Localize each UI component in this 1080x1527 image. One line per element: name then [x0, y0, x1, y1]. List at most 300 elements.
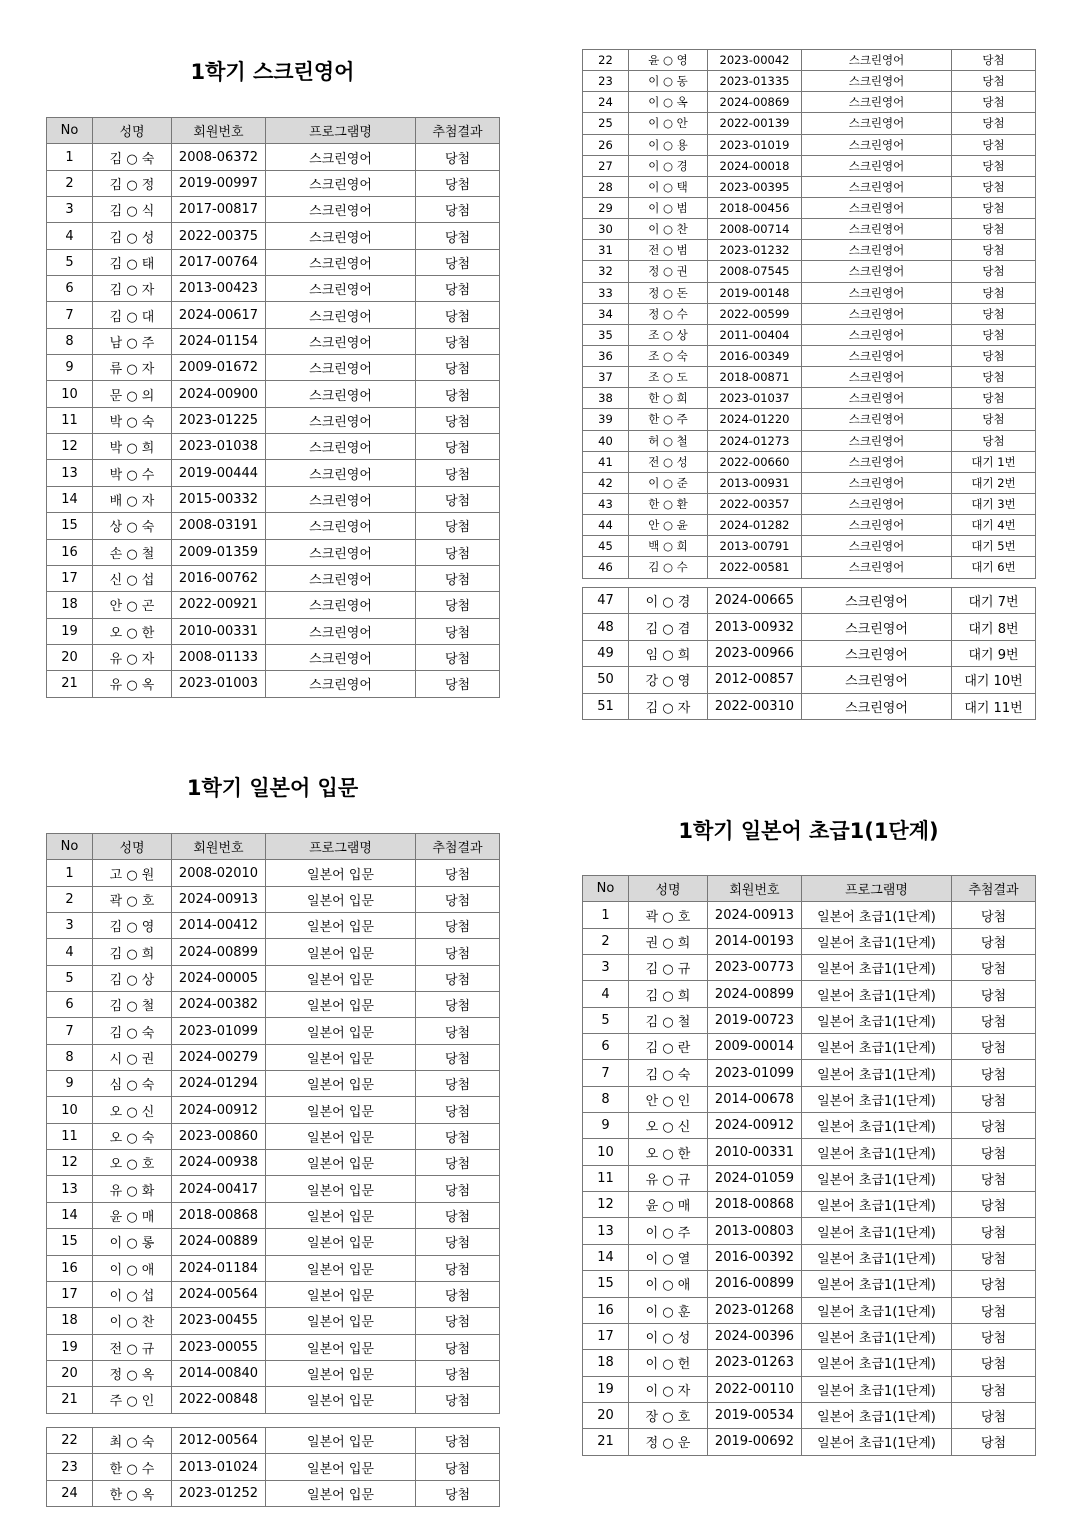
cell-result: 당첨 — [416, 886, 500, 912]
cell-result: 당첨 — [416, 965, 500, 991]
table-row — [583, 667, 1036, 693]
cell-no: 16 — [583, 1297, 629, 1323]
table-row — [47, 1071, 500, 1097]
table-row — [47, 965, 500, 991]
cell-member-id: 2008-01133 — [172, 644, 266, 670]
table-row — [47, 1255, 500, 1281]
cell-result: 당첨 — [416, 1071, 500, 1097]
cell-no: 34 — [583, 303, 629, 324]
table-row — [583, 1007, 1036, 1033]
cell-no: 1 — [583, 902, 629, 928]
cell-member-id: 2024-01282 — [708, 515, 802, 536]
table-row — [47, 1018, 500, 1044]
table-row — [47, 618, 500, 644]
cell-member-id: 2024-01184 — [172, 1255, 266, 1281]
cell-program: 일본어 초급1(1단계) — [802, 1402, 952, 1428]
cell-member-id: 2022-00848 — [172, 1387, 266, 1413]
cell-member-id: 2023-00773 — [708, 955, 802, 981]
cell-program: 스크린영어 — [266, 328, 416, 354]
cell-member-id: 2023-01037 — [708, 388, 802, 409]
cell-result: 당첨 — [416, 486, 500, 512]
cell-member-id: 2009-01359 — [172, 539, 266, 565]
cell-name: 한 ○ 주 — [629, 409, 708, 430]
table-row — [583, 1376, 1036, 1402]
cell-result: 당첨 — [416, 992, 500, 1018]
cell-name: 오 ○ 신 — [629, 1113, 708, 1139]
cell-program: 스크린영어 — [802, 430, 952, 451]
table-row — [583, 1034, 1036, 1060]
cell-name: 임 ○ 희 — [629, 640, 708, 666]
table-row — [583, 451, 1036, 472]
table-row — [47, 1334, 500, 1360]
cell-name: 이 ○ 열 — [629, 1244, 708, 1270]
table-row — [583, 472, 1036, 493]
cell-no: 19 — [47, 618, 93, 644]
cell-result: 당첨 — [952, 113, 1036, 134]
cell-member-id: 2023-01003 — [172, 671, 266, 697]
cell-name: 이 ○ 찬 — [629, 219, 708, 240]
cell-program: 스크린영어 — [802, 92, 952, 113]
cell-name: 정 ○ 수 — [629, 303, 708, 324]
cell-no: 43 — [583, 493, 629, 514]
cell-member-id: 2016-00349 — [708, 345, 802, 366]
cell-no: 25 — [583, 113, 629, 134]
table-row — [47, 223, 500, 249]
cell-name: 김 ○ 철 — [629, 1007, 708, 1033]
cell-name: 이 ○ 경 — [629, 588, 708, 614]
table-row — [583, 1323, 1036, 1349]
cell-no: 2 — [47, 886, 93, 912]
cell-program: 스크린영어 — [802, 536, 952, 557]
cell-result: 당첨 — [416, 1255, 500, 1281]
cell-member-id: 2018-00868 — [708, 1192, 802, 1218]
english-title: 1학기 스크린영어 — [190, 60, 355, 84]
cell-result: 대기 2번 — [952, 472, 1036, 493]
column-header: 프로그램명 — [266, 834, 416, 860]
cell-program: 스크린영어 — [802, 176, 952, 197]
cell-member-id: 2014-00193 — [708, 928, 802, 954]
cell-program: 일본어 초급1(1단계) — [802, 981, 952, 1007]
cell-result: 당첨 — [952, 176, 1036, 197]
cell-name: 이 ○ 동 — [629, 71, 708, 92]
cell-result: 당첨 — [416, 592, 500, 618]
cell-no: 20 — [583, 1402, 629, 1428]
cell-program: 스크린영어 — [802, 134, 952, 155]
cell-member-id: 2013-00791 — [708, 536, 802, 557]
japanese-intro-title: 1학기 일본어 입문 — [186, 776, 359, 800]
cell-name: 김 ○ 정 — [93, 170, 172, 196]
cell-name: 장 ○ 호 — [629, 1402, 708, 1428]
cell-name: 정 ○ 옥 — [93, 1360, 172, 1386]
cell-no: 15 — [47, 513, 93, 539]
cell-no: 4 — [47, 939, 93, 965]
cell-member-id: 2018-00871 — [708, 367, 802, 388]
cell-member-id: 2023-01232 — [708, 240, 802, 261]
table-row — [47, 644, 500, 670]
column-header: 프로그램명 — [266, 118, 416, 144]
cell-no: 38 — [583, 388, 629, 409]
cell-result: 당첨 — [416, 939, 500, 965]
cell-member-id: 2014-00678 — [708, 1086, 802, 1112]
cell-result: 당첨 — [416, 1387, 500, 1413]
cell-name: 심 ○ 숙 — [93, 1071, 172, 1097]
cell-member-id: 2009-01672 — [172, 355, 266, 381]
cell-no: 3 — [47, 913, 93, 939]
cell-name: 박 ○ 숙 — [93, 407, 172, 433]
cell-name: 이 ○ 용 — [629, 134, 708, 155]
japanese-beginner-title: 1학기 일본어 초급1(1단계) — [678, 819, 939, 843]
cell-result: 당첨 — [416, 1360, 500, 1386]
cell-program: 스크린영어 — [802, 588, 952, 614]
cell-result: 당첨 — [952, 1350, 1036, 1376]
cell-no: 22 — [583, 50, 629, 71]
cell-result: 당첨 — [416, 1281, 500, 1307]
cell-result: 당첨 — [952, 1007, 1036, 1033]
cell-member-id: 2024-00889 — [172, 1229, 266, 1255]
table-row — [47, 539, 500, 565]
table-row — [583, 176, 1036, 197]
cell-no: 24 — [47, 1480, 93, 1506]
cell-no: 33 — [583, 282, 629, 303]
table-row — [47, 1123, 500, 1149]
cell-member-id: 2008-02010 — [172, 860, 266, 886]
cell-program: 스크린영어 — [266, 276, 416, 302]
cell-no: 51 — [583, 693, 629, 719]
cell-program: 일본어 입문 — [266, 1360, 416, 1386]
cell-no: 37 — [583, 367, 629, 388]
cell-name: 이 ○ 섭 — [93, 1281, 172, 1307]
cell-member-id: 2024-00417 — [172, 1176, 266, 1202]
cell-result: 당첨 — [416, 434, 500, 460]
cell-member-id: 2019-00444 — [172, 460, 266, 486]
cell-result: 당첨 — [416, 1044, 500, 1070]
table-row — [47, 886, 500, 912]
cell-no: 18 — [47, 1308, 93, 1334]
cell-member-id: 2016-00392 — [708, 1244, 802, 1270]
cell-result: 당첨 — [416, 1229, 500, 1255]
cell-member-id: 2024-00005 — [172, 965, 266, 991]
cell-name: 안 ○ 윤 — [629, 515, 708, 536]
cell-member-id: 2023-01038 — [172, 434, 266, 460]
cell-program: 스크린영어 — [802, 493, 952, 514]
cell-result: 당첨 — [952, 1165, 1036, 1191]
cell-program: 일본어 입문 — [266, 1044, 416, 1070]
cell-no: 18 — [47, 592, 93, 618]
table-row — [47, 1150, 500, 1176]
table-row — [47, 1480, 500, 1506]
cell-member-id: 2019-00723 — [708, 1007, 802, 1033]
cell-name: 한 ○ 환 — [629, 493, 708, 514]
cell-member-id: 2008-03191 — [172, 513, 266, 539]
cell-member-id: 2024-01154 — [172, 328, 266, 354]
cell-name: 강 ○ 영 — [629, 667, 708, 693]
cell-program: 스크린영어 — [802, 219, 952, 240]
cell-program: 스크린영어 — [266, 644, 416, 670]
cell-no: 13 — [583, 1218, 629, 1244]
cell-no: 16 — [47, 539, 93, 565]
table-row — [583, 1271, 1036, 1297]
cell-member-id: 2012-00564 — [172, 1428, 266, 1454]
cell-no: 22 — [47, 1428, 93, 1454]
cell-no: 13 — [47, 460, 93, 486]
cell-result: 당첨 — [952, 1297, 1036, 1323]
cell-name: 유 ○ 옥 — [93, 671, 172, 697]
cell-name: 오 ○ 한 — [629, 1139, 708, 1165]
cell-name: 이 ○ 범 — [629, 197, 708, 218]
cell-member-id: 2011-00404 — [708, 324, 802, 345]
table-row — [47, 1281, 500, 1307]
cell-no: 47 — [583, 588, 629, 614]
cell-name: 이 ○ 성 — [629, 1323, 708, 1349]
table-row — [583, 367, 1036, 388]
table-row — [583, 1139, 1036, 1165]
cell-program: 일본어 입문 — [266, 1123, 416, 1149]
cell-member-id: 2018-00868 — [172, 1202, 266, 1228]
cell-name: 한 ○ 수 — [93, 1454, 172, 1480]
cell-member-id: 2024-00396 — [708, 1323, 802, 1349]
cell-program: 스크린영어 — [802, 113, 952, 134]
cell-member-id: 2023-01335 — [708, 71, 802, 92]
cell-program: 일본어 초급1(1단계) — [802, 1218, 952, 1244]
cell-member-id: 2024-00279 — [172, 1044, 266, 1070]
table-row — [47, 302, 500, 328]
cell-member-id: 2024-01273 — [708, 430, 802, 451]
cell-no: 6 — [47, 276, 93, 302]
cell-program: 스크린영어 — [802, 155, 952, 176]
cell-result: 당첨 — [952, 430, 1036, 451]
table-row — [47, 1097, 500, 1123]
cell-result: 당첨 — [416, 1428, 500, 1454]
cell-no: 1 — [47, 144, 93, 170]
table-row — [583, 197, 1036, 218]
cell-result: 당첨 — [416, 460, 500, 486]
cell-member-id: 2024-00912 — [708, 1113, 802, 1139]
cell-no: 3 — [583, 955, 629, 981]
cell-name: 허 ○ 철 — [629, 430, 708, 451]
cell-no: 7 — [47, 1018, 93, 1044]
cell-program: 스크린영어 — [802, 71, 952, 92]
cell-name: 고 ○ 원 — [93, 860, 172, 886]
cell-result: 당첨 — [952, 1429, 1036, 1455]
table-row — [47, 913, 500, 939]
cell-name: 시 ○ 권 — [93, 1044, 172, 1070]
cell-result: 당첨 — [416, 1123, 500, 1149]
cell-no: 11 — [47, 407, 93, 433]
column-header: 회원번호 — [172, 118, 266, 144]
cell-name: 권 ○ 희 — [629, 928, 708, 954]
cell-result: 당첨 — [952, 92, 1036, 113]
cell-no: 4 — [583, 981, 629, 1007]
cell-member-id: 2023-00395 — [708, 176, 802, 197]
cell-program: 일본어 초급1(1단계) — [802, 1139, 952, 1165]
cell-program: 스크린영어 — [802, 197, 952, 218]
table-row — [583, 693, 1036, 719]
cell-program: 스크린영어 — [266, 486, 416, 512]
cell-result: 당첨 — [416, 1454, 500, 1480]
column-header: No — [47, 834, 93, 860]
table-row — [583, 902, 1036, 928]
cell-result: 당첨 — [952, 388, 1036, 409]
cell-no: 40 — [583, 430, 629, 451]
cell-result: 당첨 — [952, 134, 1036, 155]
cell-member-id: 2024-00564 — [172, 1281, 266, 1307]
column-header: 회원번호 — [172, 834, 266, 860]
cell-no: 20 — [47, 644, 93, 670]
cell-name: 상 ○ 숙 — [93, 513, 172, 539]
cell-result: 당첨 — [416, 328, 500, 354]
table-row — [47, 1176, 500, 1202]
cell-no: 3 — [47, 197, 93, 223]
cell-program: 스크린영어 — [266, 592, 416, 618]
cell-program: 일본어 입문 — [266, 965, 416, 991]
cell-no: 4 — [47, 223, 93, 249]
cell-result: 당첨 — [952, 367, 1036, 388]
cell-member-id: 2024-00913 — [172, 886, 266, 912]
cell-name: 조 ○ 숙 — [629, 345, 708, 366]
cell-name: 유 ○ 화 — [93, 1176, 172, 1202]
cell-result: 당첨 — [416, 407, 500, 433]
cell-member-id: 2024-00869 — [708, 92, 802, 113]
cell-member-id: 2016-00899 — [708, 1271, 802, 1297]
cell-result: 당첨 — [952, 981, 1036, 1007]
table-header-row — [47, 834, 500, 860]
cell-name: 오 ○ 신 — [93, 1097, 172, 1123]
cell-result: 당첨 — [416, 249, 500, 275]
table-row — [583, 614, 1036, 640]
cell-program: 일본어 입문 — [266, 992, 416, 1018]
cell-no: 15 — [583, 1271, 629, 1297]
cell-program: 일본어 초급1(1단계) — [802, 1350, 952, 1376]
cell-member-id: 2022-00310 — [708, 693, 802, 719]
cell-result: 당첨 — [416, 144, 500, 170]
cell-program: 스크린영어 — [266, 249, 416, 275]
table-row — [583, 1086, 1036, 1112]
table-row — [583, 1060, 1036, 1086]
cell-result: 당첨 — [416, 1202, 500, 1228]
cell-no: 7 — [47, 302, 93, 328]
cell-no: 26 — [583, 134, 629, 155]
cell-name: 이 ○ 준 — [629, 472, 708, 493]
cell-result: 당첨 — [416, 381, 500, 407]
table-row — [583, 515, 1036, 536]
cell-program: 일본어 초급1(1단계) — [802, 1007, 952, 1033]
cell-name: 김 ○ 대 — [93, 302, 172, 328]
cell-result: 당첨 — [416, 197, 500, 223]
cell-program: 스크린영어 — [802, 303, 952, 324]
column-header: 프로그램명 — [802, 876, 952, 902]
cell-no: 23 — [583, 71, 629, 92]
cell-no: 9 — [47, 1071, 93, 1097]
cell-no: 6 — [47, 992, 93, 1018]
cell-member-id: 2024-01220 — [708, 409, 802, 430]
table-row — [47, 939, 500, 965]
cell-no: 11 — [583, 1165, 629, 1191]
cell-result: 당첨 — [952, 1113, 1036, 1139]
cell-result: 당첨 — [416, 539, 500, 565]
cell-result: 당첨 — [416, 302, 500, 328]
cell-result: 당첨 — [416, 671, 500, 697]
table-row — [583, 388, 1036, 409]
cell-result: 당첨 — [416, 1176, 500, 1202]
cell-result: 당첨 — [416, 170, 500, 196]
cell-program: 스크린영어 — [802, 409, 952, 430]
cell-name: 정 ○ 돈 — [629, 282, 708, 303]
cell-result: 당첨 — [952, 71, 1036, 92]
cell-result: 당첨 — [416, 1097, 500, 1123]
cell-no: 19 — [583, 1376, 629, 1402]
cell-name: 김 ○ 숙 — [93, 1018, 172, 1044]
table-row — [583, 1244, 1036, 1270]
cell-program: 일본어 초급1(1단계) — [802, 1060, 952, 1086]
cell-program: 스크린영어 — [802, 367, 952, 388]
cell-program: 스크린영어 — [266, 618, 416, 644]
cell-no: 41 — [583, 451, 629, 472]
column-header: 성명 — [93, 834, 172, 860]
cell-name: 이 ○ 찬 — [93, 1308, 172, 1334]
cell-name: 조 ○ 상 — [629, 324, 708, 345]
cell-program: 스크린영어 — [802, 451, 952, 472]
cell-no: 12 — [47, 434, 93, 460]
cell-name: 오 ○ 한 — [93, 618, 172, 644]
table-row — [583, 261, 1036, 282]
cell-result: 당첨 — [952, 1376, 1036, 1402]
table-row — [583, 928, 1036, 954]
column-header: 추첨결과 — [952, 876, 1036, 902]
cell-result: 당첨 — [952, 1218, 1036, 1244]
cell-name: 김 ○ 희 — [629, 981, 708, 1007]
cell-no: 12 — [583, 1192, 629, 1218]
table-row — [583, 71, 1036, 92]
cell-program: 스크린영어 — [266, 513, 416, 539]
column-header: 추첨결과 — [416, 834, 500, 860]
cell-name: 김 ○ 규 — [629, 955, 708, 981]
cell-program: 스크린영어 — [802, 515, 952, 536]
cell-no: 2 — [47, 170, 93, 196]
cell-result: 당첨 — [416, 1150, 500, 1176]
cell-no: 17 — [47, 1281, 93, 1307]
table-row — [47, 1229, 500, 1255]
cell-no: 11 — [47, 1123, 93, 1149]
cell-name: 전 ○ 규 — [93, 1334, 172, 1360]
cell-name: 주 ○ 인 — [93, 1387, 172, 1413]
table-header-row — [583, 876, 1036, 902]
cell-name: 김 ○ 자 — [93, 276, 172, 302]
cell-no: 8 — [583, 1086, 629, 1112]
cell-name: 신 ○ 섭 — [93, 565, 172, 591]
cell-program: 스크린영어 — [802, 614, 952, 640]
table-row — [583, 493, 1036, 514]
cell-member-id: 2024-00912 — [172, 1097, 266, 1123]
cell-member-id: 2023-00860 — [172, 1123, 266, 1149]
table-row — [47, 1360, 500, 1386]
table-row — [47, 671, 500, 697]
cell-program: 스크린영어 — [802, 667, 952, 693]
cell-result: 대기 10번 — [952, 667, 1036, 693]
cell-no: 50 — [583, 667, 629, 693]
cell-program: 일본어 입문 — [266, 860, 416, 886]
cell-program: 일본어 초급1(1단계) — [802, 1376, 952, 1402]
table-row — [583, 1429, 1036, 1455]
table-row — [583, 640, 1036, 666]
cell-program: 스크린영어 — [802, 472, 952, 493]
cell-program: 일본어 입문 — [266, 1480, 416, 1506]
cell-result: 당첨 — [416, 1018, 500, 1044]
table-row — [47, 592, 500, 618]
cell-member-id: 2024-01059 — [708, 1165, 802, 1191]
table-row — [583, 1113, 1036, 1139]
cell-no: 46 — [583, 557, 629, 578]
column-header: No — [583, 876, 629, 902]
